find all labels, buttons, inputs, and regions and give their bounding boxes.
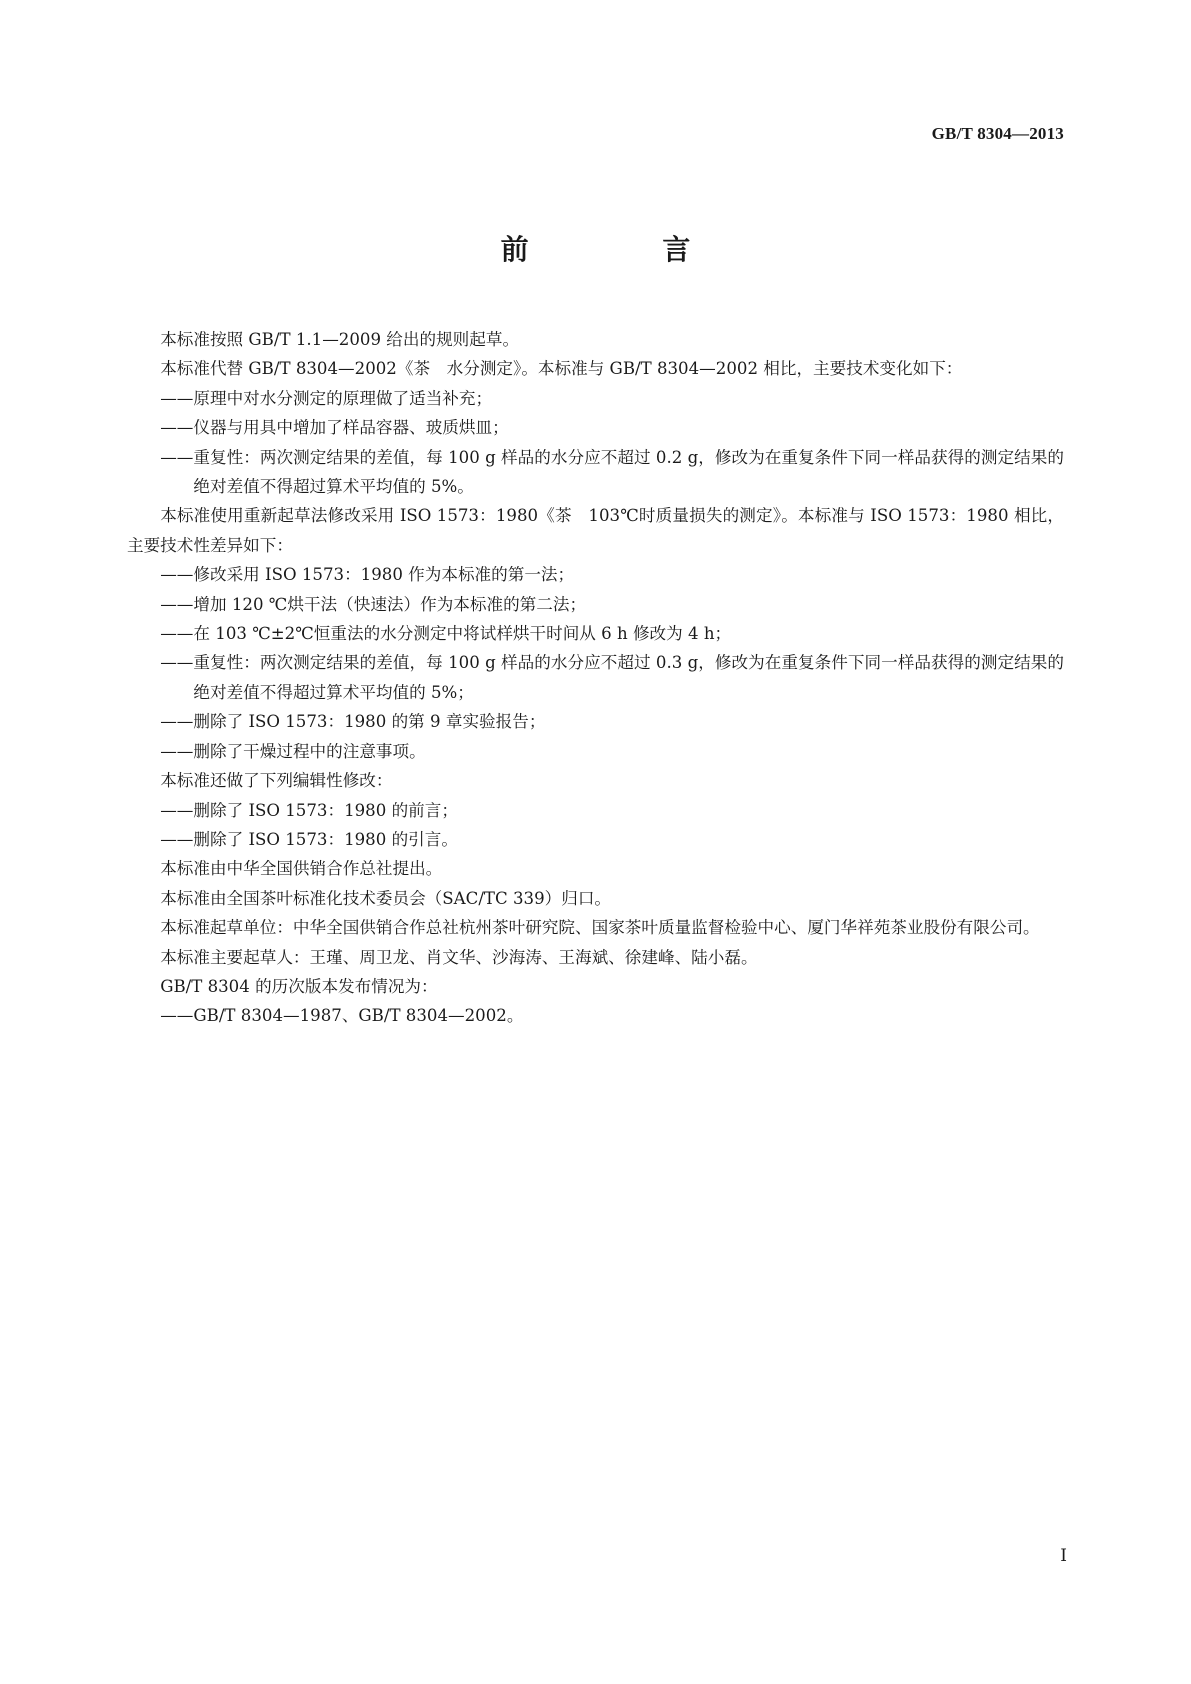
list-item: ——GB/T 8304—1987、GB/T 8304—2002。 — [160, 1006, 524, 1026]
list-item: ——删除了干燥过程中的注意事项。 — [160, 741, 426, 761]
paragraph-drafting-units: 本标准起草单位：中华全国供销合作总社杭州茶叶研究院、国家茶叶质量监督检验中心、厦门华祥苑茶业股份有限公司。 — [160, 918, 1040, 938]
list-item: ——仪器与用具中增加了样品容器、玻质烘皿； — [160, 418, 509, 438]
list-item: ——删除了 ISO 1573：1980 的第 9 章实验报告； — [160, 712, 546, 732]
list-item: ——重复性：两次测定结果的差值，每 100 g 样品的水分应不超过 0.2 g，修改为在重复条件下同一样品获得的测定结果的绝对差值不得超过算术平均值的 5%。 — [160, 447, 1064, 497]
foreword-body — [127, 325, 1064, 1031]
list-item: ——在 103 ℃±2℃恒重法的水分测定中将试样烘干时间从 6 h 修改为 4 h； — [160, 624, 732, 644]
paragraph-editorial-changes: 本标准还做了下列编辑性修改： — [160, 771, 393, 791]
paragraph-drafters: 本标准主要起草人：王瑾、周卫龙、肖文华、沙海涛、王海斌、徐建峰、陆小磊。 — [160, 947, 758, 967]
list-item: ——重复性：两次测定结果的差值，每 100 g 样品的水分应不超过 0.3 g，修改为在重复条件下同一样品获得的测定结果的绝对差值不得超过算术平均值的 5%； — [160, 653, 1064, 702]
page-number: I — [1060, 1546, 1067, 1566]
paragraph-drafting-rules: 本标准按照 GB/T 1.1—2009 给出的规则起草。 — [160, 330, 520, 349]
page-title: 前 言 — [500, 233, 753, 266]
paragraph-technical-committee: 本标准由全国茶叶标准化技术委员会（SAC/TC 339）归口。 — [160, 888, 612, 908]
list-item: ——删除了 ISO 1573：1980 的前言； — [160, 800, 458, 820]
paragraph-iso-adoption: 本标准使用重新起草法修改采用 ISO 1573：1980《茶 103℃时质量损失的测定》。本标准与 ISO 1573：1980 相比，主要技术性差异如下： — [127, 506, 1064, 555]
list-item: ——原理中对水分测定的原理做了适当补充； — [160, 388, 493, 408]
paragraph-version-history: GB/T 8304 的历次版本发布情况为： — [160, 976, 438, 996]
paragraph-replaces: 本标准代替 GB/T 8304—2002《茶 水分测定》。本标准与 GB/T 8304—2002 相比，主要技术变化如下： — [160, 359, 963, 379]
standard-code-header: GB/T 8304—2013 — [931, 124, 1064, 143]
list-item: ——增加 120 ℃烘干法（快速法）作为本标准的第二法； — [160, 594, 587, 614]
paragraph-proposer: 本标准由中华全国供销合作总社提出。 — [160, 859, 443, 879]
list-item: ——删除了 ISO 1573：1980 的引言。 — [160, 829, 458, 849]
list-item: ——修改采用 ISO 1573：1980 作为本标准的第一法； — [160, 565, 575, 585]
